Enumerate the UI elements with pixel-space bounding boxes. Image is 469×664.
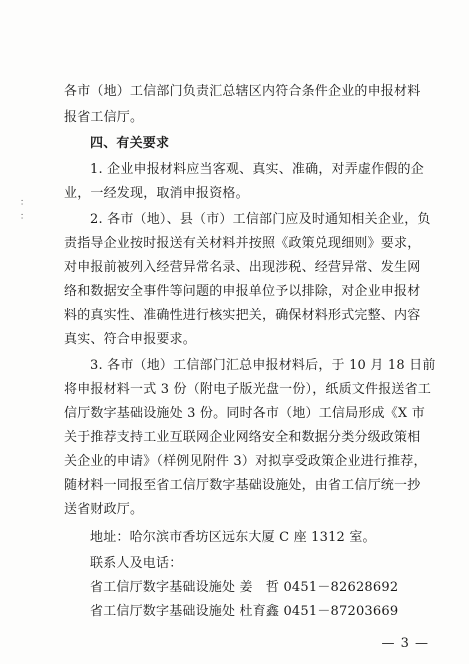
text-line: 络和数据安全事件等问题的申报单位予以排除，对企业申报材: [64, 284, 421, 299]
page-number: — 3 —: [381, 636, 429, 651]
text-line: 业，一经发现，取消申报资格。: [64, 186, 249, 201]
margin-mark: ：: [20, 212, 30, 222]
text-line: 关于推荐支持工业互联网企业网络安全和数据分类分级政策相: [64, 430, 421, 445]
text-line: 2. 各市（地）、县（市）工信部门应及时通知相关企业，负: [90, 212, 431, 227]
text-line: 真实、符合申报要求。: [64, 332, 197, 347]
text-line: 关企业的申请》（样例见附件 3）对拟享受政策企业进行推荐，: [64, 454, 427, 469]
text-line: 3. 各市（地）工信部门汇总申报材料后，于 10 月 18 日前: [90, 358, 436, 373]
text-line: 信厅数字基础设施处 3 份。同时各市（地）工信局形成《X 市: [64, 406, 425, 421]
text-line: 各市（地）工信部门负责汇总辖区内符合条件企业的申报材料: [64, 84, 421, 99]
margin-mark: ：: [20, 198, 30, 208]
text-line: 随材料一同报至省工信厅数字基础设施处，由省工信厅统一抄: [64, 478, 421, 493]
text-line: 将申报材料一式 3 份（附电子版光盘一份），纸质文件报送省工: [64, 382, 432, 397]
text-line: 1. 企业申报材料应当客观、真实、准确，对弄虚作假的企: [90, 162, 424, 177]
contact-line: 省工信厅数字基础设施处 姜 哲 0451－82628692: [90, 580, 399, 595]
contacts-heading: 联系人及电话：: [90, 556, 183, 571]
text-line: 报省工信厅。: [64, 110, 144, 125]
text-line: 送省财政厅。: [64, 502, 144, 517]
text-line: 料的真实性、准确性进行核实把关，确保材料形式完整、内容: [64, 308, 421, 323]
contact-line: 省工信厅数字基础设施处 杜育鑫 0451－87203669: [90, 604, 399, 619]
section-heading: 四、有关要求: [90, 136, 170, 151]
text-line: 对申报前被列入经营异常名录、出现涉税、经营异常、发生网: [64, 260, 421, 275]
text-line: 责指导企业按时报送有关材料并按照《政策兑现细则》要求，: [64, 236, 421, 251]
address-line: 地址：哈尔滨市香坊区远东大厦 C 座 1312 室。: [90, 530, 376, 545]
